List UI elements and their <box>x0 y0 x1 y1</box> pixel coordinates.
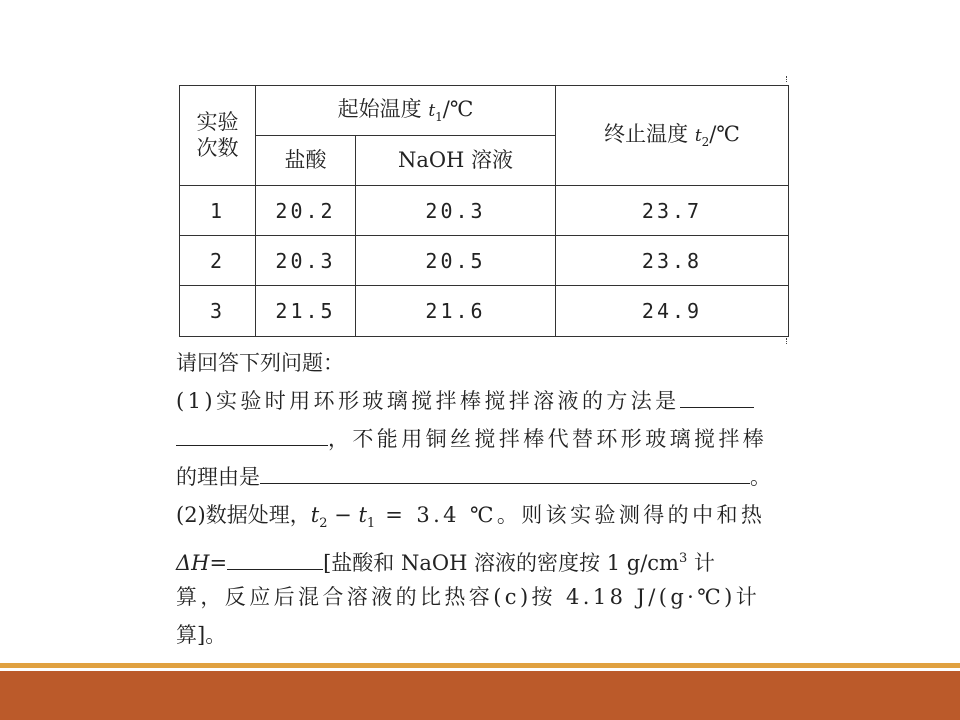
header-end-temp: 终止温度 $t_2/℃$ <box>556 86 789 186</box>
q2-line-3: 算，反应后混合溶液的比热容(c)按 4.18 J/(g·℃)计 <box>176 585 761 609</box>
q2-line-4: 算]。 <box>176 623 227 647</box>
table-row <box>180 236 789 286</box>
cell-trial: 1 <box>180 186 256 236</box>
header-naoh: NaOH 溶液 <box>356 136 556 186</box>
cell-hcl: 20.3 <box>256 236 356 286</box>
answer-blank-2[interactable] <box>227 547 323 570</box>
cell-trial: 2 <box>180 236 256 286</box>
cell-naoh: 20.3 <box>356 186 556 236</box>
cell-hcl: 20.2 <box>256 186 356 236</box>
answer-blank-1c[interactable] <box>260 461 750 484</box>
answer-blank-1a[interactable] <box>680 385 754 408</box>
prompt-line: 请回答下列问题： <box>176 351 344 375</box>
question-text <box>176 344 788 654</box>
header-trial: 实验 次数 <box>180 86 256 186</box>
table-row <box>180 186 789 236</box>
footer-bar <box>0 671 960 720</box>
dotted-tick-top <box>786 76 788 82</box>
q1-line-1: (1)实验时用环形玻璃搅拌棒搅拌溶液的方法是 <box>176 382 788 420</box>
header-start-temp: 起始温度 $t_1/℃$ <box>256 86 556 136</box>
data-table <box>179 85 789 337</box>
footer-accent-bar <box>0 663 960 668</box>
q2-line-1: (2)数据处理，$t_2 - t_1 = 3.4$ ℃。则该实验测得的中和热 <box>176 503 766 532</box>
q1-line-2: ，不能用铜丝搅拌棒代替环形玻璃搅拌棒 <box>176 420 788 458</box>
cell-trial: 3 <box>180 286 256 337</box>
cell-naoh: 21.6 <box>356 286 556 337</box>
header-hcl: 盐酸 <box>256 136 356 186</box>
cell-hcl: 21.5 <box>256 286 356 337</box>
answer-blank-1b[interactable] <box>176 423 328 446</box>
cell-end: 24.9 <box>556 286 789 337</box>
cell-naoh: 20.5 <box>356 236 556 286</box>
q1-line-3: 的理由是 。 <box>176 458 788 496</box>
q2-line-2: ΔH= [盐酸和 NaOH 溶液的密度按 1 $g/cm^3$ 计 <box>176 540 788 578</box>
cell-end: 23.7 <box>556 186 789 236</box>
cell-end: 23.8 <box>556 236 789 286</box>
table-row <box>180 286 789 337</box>
